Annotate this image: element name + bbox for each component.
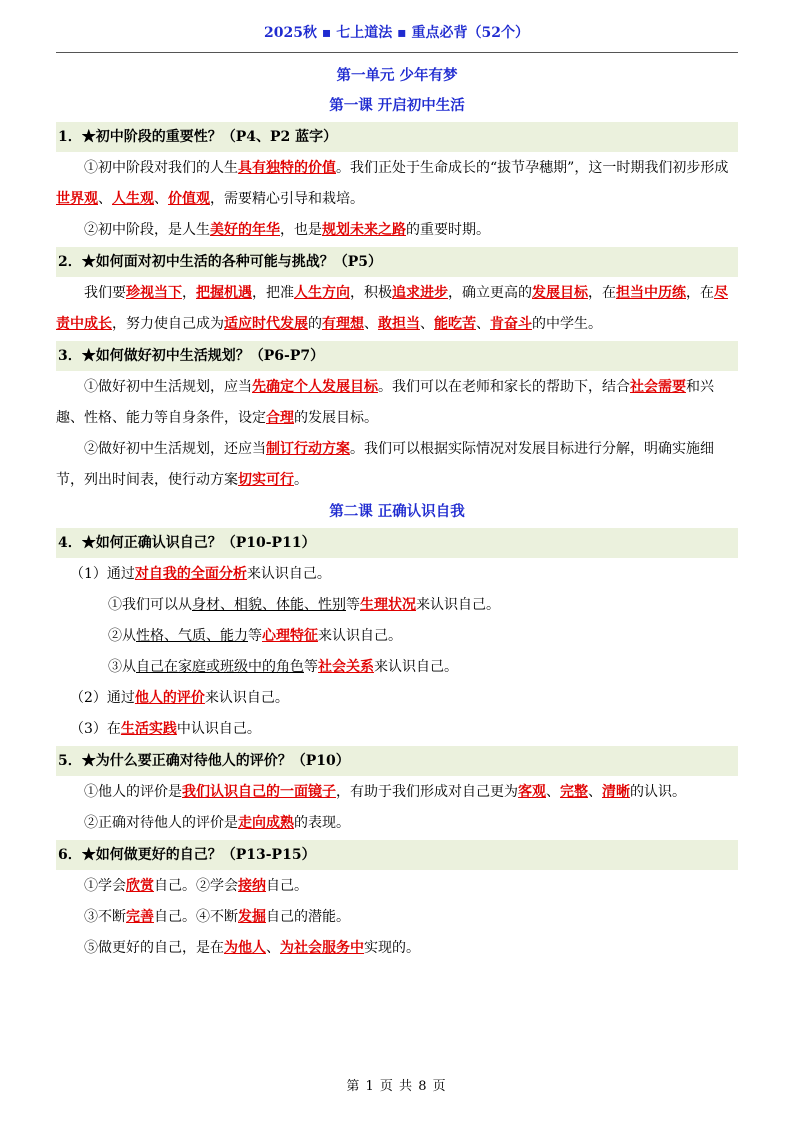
text-run: ，有助于我们形成对自己更为: [336, 784, 518, 800]
text-run: ，积极: [350, 285, 392, 301]
page-number: 第 1 页 共 8 页: [346, 1079, 447, 1094]
text-run: 、: [98, 191, 112, 207]
key-term: 心理特征: [262, 628, 318, 644]
underlined-text: 性格、气质、能力: [136, 628, 248, 644]
text-run: 的发展目标。: [294, 410, 378, 426]
answer-paragraph: [56, 714, 738, 745]
text-run: 自己。④不断: [154, 909, 238, 925]
text-run: 的中学生。: [532, 316, 602, 332]
text-run: 来认识自己。: [318, 628, 402, 644]
text-run: ②正确对待他人的评价是: [84, 815, 238, 831]
text-run: 的认识。: [630, 784, 686, 800]
underlined-text: 自己在家庭或班级中的角色: [136, 659, 304, 675]
answer-paragraph: [56, 153, 738, 215]
answer-paragraph: [56, 621, 738, 652]
page-header-title: 2025秋 ▪ 七上道法 ▪ 重点必背（52个）: [264, 25, 529, 41]
text-run: 和兴趣、性格、能力等自身条件，设定: [56, 379, 714, 426]
text-run: 、: [420, 316, 434, 332]
answer-paragraph: [56, 652, 738, 683]
text-run: 、: [546, 784, 560, 800]
question-6: 6．★如何做更好的自己？（P13-P15）: [56, 840, 738, 870]
text-run: ②初中阶段，是人生: [84, 222, 210, 238]
text-run: ，需要精心引导和栽培。: [210, 191, 364, 207]
key-term: 具有独特的价值: [238, 160, 336, 176]
answer-paragraph: [56, 590, 738, 621]
text-run: 的表现。: [294, 815, 350, 831]
text-run: 来认识自己。: [374, 659, 458, 675]
unit-heading: 第一单元 少年有梦: [336, 67, 458, 84]
key-term: 尽责中成长: [56, 285, 728, 332]
text-run: ③从: [108, 659, 136, 675]
text-run: ，: [182, 285, 196, 301]
key-term: 生理状况: [360, 597, 416, 613]
answer-paragraph: [56, 434, 738, 496]
lesson-heading-2: 第二课 正确认识自我: [329, 503, 465, 520]
key-term: 规划未来之路: [322, 222, 406, 238]
key-term: 担当中历练: [616, 285, 686, 301]
key-term: 先确定个人发展目标: [252, 379, 378, 395]
lesson-heading-1: 第一课 开启初中生活: [329, 97, 465, 114]
text-run: 中认识自己。: [176, 721, 261, 737]
key-term: 为社会服务中: [280, 940, 364, 956]
key-term: 社会需要: [630, 379, 686, 395]
answer-paragraph: [56, 808, 738, 839]
text-run: 等: [346, 597, 360, 613]
text-run: 。我们可以在老师和家长的帮助下，结合: [378, 379, 630, 395]
answer-paragraph: [56, 683, 738, 714]
text-run: 、: [364, 316, 378, 332]
key-term: 他人的评价: [134, 690, 205, 706]
key-term: 欣赏: [126, 878, 154, 894]
answer-paragraph: [56, 559, 738, 590]
text-run: 。: [294, 472, 308, 488]
text-run: 实现的。: [364, 940, 420, 956]
key-term: 社会关系: [318, 659, 374, 675]
text-run: 自己。②学会: [154, 878, 238, 894]
text-run: 来认识自己。: [416, 597, 500, 613]
text-run: 来认识自己。: [204, 690, 289, 706]
key-term: 价值观: [168, 191, 210, 207]
text-run: ，也是: [280, 222, 322, 238]
question-3: 3．★如何做好初中生活规划？（P6-P7）: [56, 341, 738, 371]
text-run: 的重要时期。: [406, 222, 490, 238]
key-term: 切实可行: [238, 472, 294, 488]
key-term: 为他人: [224, 940, 266, 956]
text-run: ①做好初中生活规划，应当: [84, 379, 252, 395]
key-term: 合理: [266, 410, 294, 426]
key-term: 有理想: [322, 316, 364, 332]
key-term: 走向成熟: [238, 815, 294, 831]
answer-paragraph: [56, 871, 738, 902]
text-run: ⑤做更好的自己，是在: [84, 940, 224, 956]
answer-paragraph: [56, 902, 738, 933]
key-term: 适应时代发展: [224, 316, 308, 332]
text-run: ①初中阶段对我们的人生: [84, 160, 238, 176]
text-run: 自己。: [266, 878, 308, 894]
document-body: [56, 60, 738, 964]
key-term: 敢担当: [378, 316, 420, 332]
key-term: 发展目标: [532, 285, 588, 301]
text-run: ，把准: [252, 285, 294, 301]
text-run: ③不断: [84, 909, 126, 925]
question-5: 5．★为什么要正确对待他人的评价？（P10）: [56, 746, 738, 776]
text-run: 等: [248, 628, 262, 644]
key-term: 肯奋斗: [490, 316, 532, 332]
question-4: 4．★如何正确认识自己？（P10-P11）: [56, 528, 738, 558]
text-run: 来认识自己。: [246, 566, 331, 582]
text-run: 的: [308, 316, 322, 332]
text-run: 。我们可以根据实际情况对发展目标进行分解，明确实施细节，列出时间表，使行动方案: [56, 441, 714, 488]
key-term: 人生观: [112, 191, 154, 207]
text-run: ①他人的评价是: [84, 784, 182, 800]
key-term: 世界观: [56, 191, 98, 207]
text-run: 、: [588, 784, 602, 800]
answer-paragraph: [56, 372, 738, 434]
key-term: 把握机遇: [196, 285, 252, 301]
text-run: ①学会: [84, 878, 126, 894]
text-run: 等: [304, 659, 318, 675]
text-run: （3）在: [70, 721, 121, 737]
key-term: 人生方向: [294, 285, 350, 301]
key-term: 生活实践: [120, 721, 177, 737]
key-term: 制订行动方案: [266, 441, 350, 457]
text-run: 、: [154, 191, 168, 207]
header-divider: [56, 52, 738, 53]
key-term: 能吃苦: [434, 316, 476, 332]
text-run: 自己的潜能。: [266, 909, 350, 925]
text-run: 、: [476, 316, 490, 332]
text-run: （2）通过: [70, 690, 135, 706]
answer-paragraph: [56, 278, 738, 340]
text-run: ，在: [588, 285, 616, 301]
key-term: 美好的年华: [210, 222, 280, 238]
key-term: 清晰: [602, 784, 630, 800]
key-term: 接纳: [238, 878, 266, 894]
key-term: 珍视当下: [126, 285, 182, 301]
key-term: 发掘: [238, 909, 266, 925]
question-2: 2．★如何面对初中生活的各种可能与挑战？（P5）: [56, 247, 738, 277]
key-term: 追求进步: [392, 285, 448, 301]
answer-paragraph: [56, 215, 738, 246]
key-term: 对自我的全面分析: [134, 566, 247, 582]
text-run: ，确立更高的: [448, 285, 532, 301]
text-run: 。我们正处于生命成长的“拔节孕穗期”，这一时期我们初步形成: [336, 160, 729, 176]
text-run: ②从: [108, 628, 136, 644]
text-run: ②做好初中生活规划，还应当: [84, 441, 266, 457]
key-term: 我们认识自己的一面镜子: [182, 784, 336, 800]
answer-paragraph: [56, 777, 738, 808]
key-term: 完整: [560, 784, 588, 800]
key-term: 完善: [126, 909, 154, 925]
underlined-text: 身材、相貌、体能、性别: [192, 597, 346, 613]
text-run: 我们要: [84, 285, 126, 301]
text-run: ，在: [686, 285, 714, 301]
text-run: ，努力使自己成为: [112, 316, 224, 332]
question-1: 1．★初中阶段的重要性？（P4、P2 蓝字）: [56, 122, 738, 152]
text-run: ①我们可以从: [108, 597, 192, 613]
key-term: 客观: [518, 784, 546, 800]
text-run: （1）通过: [70, 566, 135, 582]
text-run: 、: [266, 940, 280, 956]
answer-paragraph: [56, 933, 738, 964]
